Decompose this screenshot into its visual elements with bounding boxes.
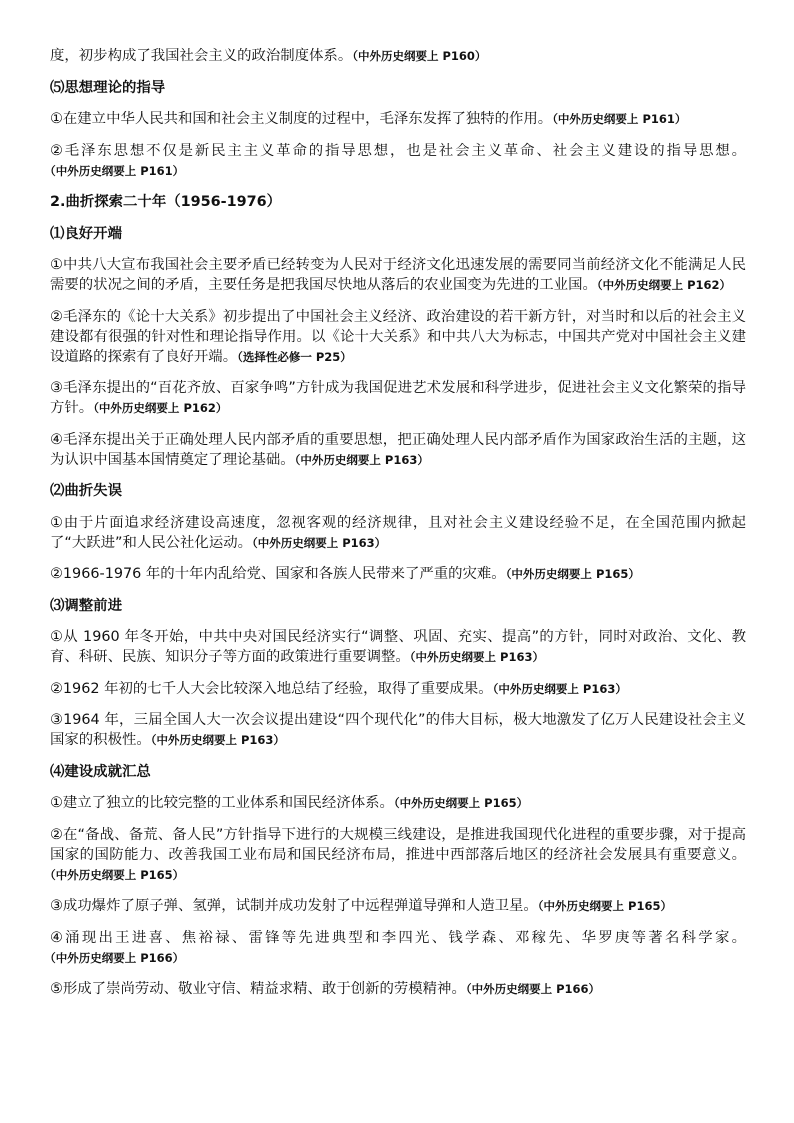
paragraph-text: ③毛泽东提出的“百花齐放、百家争鸣”方针成为我国促进艺术发展和科学进步，促进社会主义文化繁荣的指导方针。	[50, 380, 746, 416]
paragraph-text: ⑤形成了崇尚劳动、敬业守信、精益求精、敢于创新的劳模精神。	[50, 981, 466, 997]
paragraph	[50, 255, 746, 295]
paragraph-text: ①中共八大宣布我国社会主要矛盾已经转变为人民对于经济文化迅速发展的需要同当前经济文化不能满足人民需要的状况之间的矛盾，主要任务是把我国尽快地从落后的农业国变为先进的工业国。	[50, 257, 746, 293]
source-reference: （中外历史纲要上 P163）	[252, 535, 387, 550]
paragraph	[50, 793, 746, 813]
paragraph	[50, 627, 746, 667]
paragraph	[50, 513, 746, 553]
source-reference: （中外历史纲要上 P161）	[50, 163, 185, 178]
paragraph	[50, 928, 746, 968]
heading-text: ⑶调整前进	[50, 597, 122, 614]
source-reference: （中外历史纲要上 P161）	[552, 112, 687, 126]
paragraph-text: ①从 1960 年冬开始，中共中央对国民经济实行“调整、巩固、充实、提高”的方针，同时对政治、文化、教育、科研、民族、知识分子等方面的政策进行重要调整。	[50, 629, 746, 665]
paragraph	[50, 378, 746, 418]
section-heading	[50, 224, 746, 244]
paragraph-text: ③成功爆炸了原子弹、氢弹，试制并成功发射了中远程弹道导弹和人造卫星。	[50, 898, 538, 914]
paragraph-text: ②毛泽东思想不仅是新民主主义革命的指导思想，也是社会主义革命、社会主义建设的指导思想。	[50, 142, 746, 159]
paragraph-text: ④涌现出王进喜、焦裕禄、雷锋等先进典型和李四光、钱学森、邓稼先、华罗庚等著名科学家。	[50, 929, 746, 946]
section-heading	[50, 596, 746, 616]
source-reference: （中外历史纲要上 P163）	[294, 452, 429, 467]
section-heading	[50, 192, 746, 212]
heading-text: ⑴良好开端	[50, 225, 122, 242]
source-reference: （选择性必修一 P25）	[237, 349, 352, 364]
paragraph-text: ①建立了独立的比较完整的工业体系和国民经济体系。	[50, 795, 394, 811]
document-page	[50, 46, 746, 1011]
paragraph-text: ①由于片面追求经济建设高速度，忽视客观的经济规律，且对社会主义建设经验不足，在全国范围内掀起了“大跃进”和人民公社化运动。	[50, 514, 746, 551]
paragraph-text: ②1966-1976 年的十年内乱给党、国家和各族人民带来了严重的灾难。	[50, 566, 506, 582]
source-reference: （中外历史纲要上 P166）	[465, 982, 601, 996]
paragraph	[50, 896, 746, 916]
paragraph	[50, 564, 746, 584]
source-reference: （中外历史纲要上 P165）	[50, 867, 185, 882]
paragraph	[50, 307, 746, 367]
heading-text: ⑵曲折失误	[50, 483, 122, 499]
paragraph-text: ②在“备战、备荒、备人民”方针指导下进行的大规模三线建设，是推进我国现代化进程的重要步骤，对于提高国家的国防能力、改善我国工业布局和国民经济布局，推进中西部落后地区的经济社会发展具有重要意义。	[50, 826, 746, 863]
paragraph-text: ③1964 年，三届全国人大一次会议提出建设“四个现代化”的伟大目标，极大地激发了亿万人民建设社会主义国家的积极性。	[50, 712, 746, 748]
heading-text: ⑷建设成就汇总	[50, 763, 151, 780]
heading-text: 2.曲折探索二十年（1956-1976）	[50, 194, 282, 210]
section-heading	[50, 78, 746, 98]
paragraph-text: ②毛泽东的《论十大关系》初步提出了中国社会主义经济、政治建设的若干新方针，对当时和以后的社会主义建设都有很强的针对性和理论指导作用。以《论十大关系》和中共八大为标志，中国共产党对中国社会主义建设道路的探索有了良好开端。	[50, 308, 746, 365]
paragraph	[50, 679, 746, 699]
paragraph	[50, 109, 746, 129]
source-reference: （中外历史纲要上 P163）	[492, 681, 627, 696]
section-heading	[50, 481, 746, 501]
source-reference: （中外历史纲要上 P163）	[409, 650, 544, 664]
paragraph	[50, 710, 746, 750]
source-reference: （中外历史纲要上 P160）	[352, 49, 487, 63]
paragraph	[50, 46, 746, 66]
paragraph-text: ①在建立中华人民共和国和社会主义制度的过程中，毛泽东发挥了独特的作用。	[50, 111, 553, 127]
source-reference: （中外历史纲要上 P162）	[93, 401, 228, 415]
paragraph	[50, 825, 746, 885]
paragraph-text: 度，初步构成了我国社会主义的政治制度体系。	[50, 48, 353, 64]
source-reference: （中外历史纲要上 P165）	[537, 899, 672, 913]
paragraph	[50, 141, 746, 181]
source-reference: （中外历史纲要上 P166）	[50, 950, 185, 965]
section-heading	[50, 762, 746, 782]
paragraph	[50, 979, 746, 999]
paragraph	[50, 430, 746, 470]
paragraph-text: ④毛泽东提出关于正确处理人民内部矛盾的重要思想，把正确处理人民内部矛盾作为国家政治生活的主题，这为认识中国基本国情奠定了理论基础。	[50, 431, 746, 468]
heading-text: ⑸思想理论的指导	[50, 79, 166, 96]
source-reference: （中外历史纲要上 P163）	[150, 733, 285, 747]
source-reference: （中外历史纲要上 P162）	[596, 278, 732, 292]
source-reference: （中外历史纲要上 P165）	[393, 796, 529, 810]
paragraph-text: ②1962 年初的七千人大会比较深入地总结了经验，取得了重要成果。	[50, 680, 493, 697]
source-reference: （中外历史纲要上 P165）	[505, 567, 640, 581]
